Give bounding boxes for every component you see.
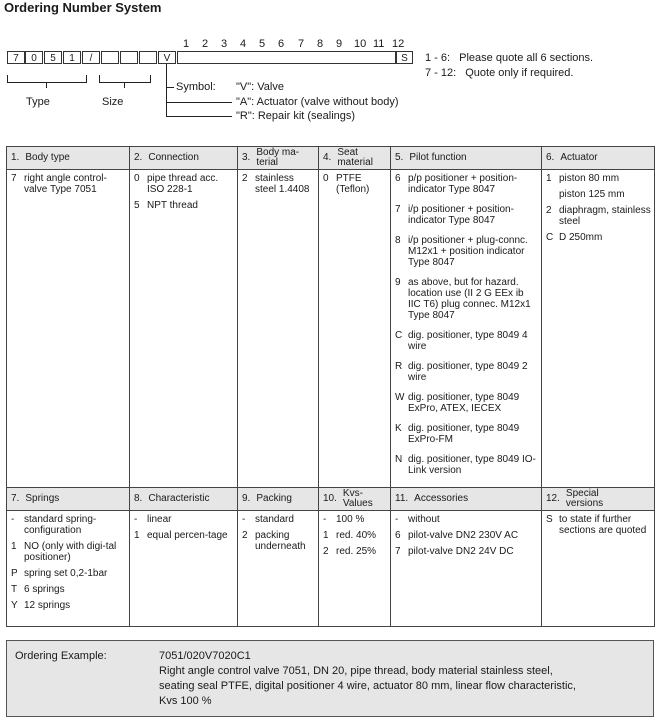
header-num: 9. xyxy=(242,493,251,504)
note-range: 1 - 6: xyxy=(425,52,451,64)
note-range: 7 - 12: xyxy=(425,67,457,79)
position-number: 9 xyxy=(336,38,343,50)
option-item xyxy=(323,173,387,195)
option-item xyxy=(395,361,538,383)
size-bracket-tick xyxy=(124,83,125,88)
code-box: V xyxy=(158,51,176,64)
header-text: Pilot function xyxy=(409,152,467,163)
option-code: - xyxy=(242,514,246,525)
note-7-12 xyxy=(425,67,573,79)
option-code: R xyxy=(395,361,403,372)
header-text: Springs xyxy=(25,493,60,504)
page-title: Ordering Number System xyxy=(4,0,162,15)
option-item xyxy=(395,546,538,557)
option-description: pilot-valve DN2 24V DC xyxy=(408,546,514,557)
option-code: - xyxy=(323,514,327,525)
option-description: dig. positioner, type 8049 ExPro, ATEX, IECEX xyxy=(408,392,520,414)
option-code: - xyxy=(11,514,15,525)
option-description: to state if further sections are quoted xyxy=(559,514,647,536)
option-item xyxy=(323,546,387,557)
option-code: 1 xyxy=(134,530,140,541)
actuator-options xyxy=(542,170,654,250)
ordering-example-box xyxy=(6,640,654,717)
option-code: T xyxy=(11,584,18,595)
option-code: 2 xyxy=(242,173,248,184)
seat-material-options xyxy=(319,170,390,202)
option-code: 2 xyxy=(323,546,329,557)
header-row-2 xyxy=(7,488,655,511)
code-box: 5 xyxy=(44,51,62,64)
header-num: 5. xyxy=(395,152,404,163)
option-description: without xyxy=(408,514,440,525)
option-description: red. 40% xyxy=(336,530,377,541)
option-description: red. 25% xyxy=(336,546,377,557)
type-bracket xyxy=(7,75,87,83)
size-label: Size xyxy=(102,96,124,108)
position-number: 6 xyxy=(278,38,285,50)
header-seat-material xyxy=(319,147,390,169)
option-code: N xyxy=(395,454,403,465)
option-item xyxy=(323,514,387,525)
option-description: NO (only with digi-tal positioner) xyxy=(24,541,117,563)
kvs-options xyxy=(319,511,390,564)
option-item xyxy=(134,173,234,195)
option-code: 6 xyxy=(395,173,401,184)
option-description: pilot-valve DN2 230V AC xyxy=(408,530,519,541)
option-code: C xyxy=(395,330,403,341)
note-text: Please quote all 6 sections. xyxy=(459,52,594,64)
option-code: 2 xyxy=(546,205,552,216)
option-item xyxy=(134,530,234,541)
example-line-1: Right angle control valve 7051, DN 20, pipe thread, body material stainless steel, xyxy=(159,665,553,677)
option-code: W xyxy=(395,392,405,403)
option-code: K xyxy=(395,423,402,434)
code-box xyxy=(101,51,119,64)
option-description: diaphragm, stainless steel xyxy=(559,205,651,227)
header-num: 7. xyxy=(11,493,20,504)
option-item xyxy=(395,330,538,352)
option-description: piston 80 mm xyxy=(559,173,620,184)
header-text: Special versions xyxy=(565,488,604,509)
symbol-label: Symbol: xyxy=(176,81,216,93)
code-box xyxy=(120,51,138,64)
header-connection xyxy=(130,147,237,169)
header-body-material xyxy=(238,147,318,169)
example-label: Ordering Example: xyxy=(15,650,107,662)
option-item xyxy=(395,514,538,525)
option-item xyxy=(11,600,126,611)
position-number: 5 xyxy=(259,38,266,50)
option-item xyxy=(395,454,538,476)
position-number: 10 xyxy=(354,38,367,50)
option-item xyxy=(395,235,538,268)
option-description: 12 springs xyxy=(24,600,71,611)
header-pilot-function xyxy=(391,147,541,169)
type-bracket-tick xyxy=(46,83,47,88)
header-text: Body ma- terial xyxy=(256,147,300,168)
option-item xyxy=(395,173,538,195)
header-text: Packing xyxy=(256,493,292,504)
option-code: 2 xyxy=(242,530,248,541)
option-item xyxy=(11,584,126,595)
option-code: 7 xyxy=(395,204,401,215)
springs-options xyxy=(7,511,129,618)
option-description: spring set 0,2-1bar xyxy=(24,568,108,579)
option-description: i/p positioner + position-indicator Type 8047 xyxy=(408,204,514,226)
code-box: 1 xyxy=(63,51,81,64)
option-item xyxy=(11,514,126,536)
packing-options xyxy=(238,511,318,559)
example-line-3: Kvs 100 % xyxy=(159,695,212,707)
header-accessories xyxy=(391,488,541,510)
option-description: piston 125 mm xyxy=(559,189,625,200)
option-code: 9 xyxy=(395,277,401,288)
option-item xyxy=(546,205,651,227)
example-line-2: seating seal PTFE, digital positioner 4 wire, actuator 80 mm, linear flow characteristic, xyxy=(159,680,576,692)
option-description: packing underneath xyxy=(255,530,306,552)
pilot-function-options xyxy=(391,170,541,487)
header-text: Connection xyxy=(148,152,199,163)
accessories-options xyxy=(391,511,541,564)
option-code: 0 xyxy=(323,173,329,184)
option-item xyxy=(546,173,651,184)
position-number: 12 xyxy=(392,38,405,50)
code-box: / xyxy=(82,51,100,64)
option-code: C xyxy=(546,232,554,243)
code-box xyxy=(139,51,157,64)
option-description: standard xyxy=(255,514,294,525)
option-description: dig. positioner, type 8049 IO-Link version xyxy=(408,454,536,476)
option-code: Y xyxy=(11,600,18,611)
option-item xyxy=(134,514,234,525)
header-text: Body type xyxy=(25,152,70,163)
position-number: 8 xyxy=(317,38,324,50)
header-num: 4. xyxy=(323,152,332,163)
position-number: 1 xyxy=(183,38,190,50)
option-description: as above, but for hazard. location use (II 2 G EEx ib IIC T6) plug connec. M12x1 Type 8047 xyxy=(408,277,531,321)
option-item xyxy=(546,514,651,536)
option-item xyxy=(395,277,538,321)
option-description: equal percen-tage xyxy=(147,530,228,541)
option-description: D 250mm xyxy=(559,232,603,243)
body-material-options xyxy=(238,170,318,202)
option-code: 1 xyxy=(11,541,17,552)
option-description: 100 % xyxy=(336,514,365,525)
header-num: 12. xyxy=(546,493,560,504)
option-code: 1 xyxy=(546,173,552,184)
option-description: pipe thread acc. ISO 228-1 xyxy=(147,173,219,195)
code-box: S xyxy=(396,51,413,64)
symbol-line-h3 xyxy=(166,116,232,117)
option-code xyxy=(546,189,559,200)
symbol-option-valve: "V": Valve xyxy=(236,81,284,93)
option-code: 7 xyxy=(395,546,401,557)
header-springs xyxy=(7,488,129,510)
symbol-line xyxy=(166,64,167,116)
header-packing xyxy=(238,488,318,510)
option-description: p/p positioner + position-indicator Type 8047 xyxy=(408,173,518,195)
header-kvs-values xyxy=(319,488,390,510)
option-code: 1 xyxy=(323,530,329,541)
code-box: 0 xyxy=(25,51,43,64)
connection-options xyxy=(130,170,237,218)
position-number: 7 xyxy=(298,38,305,50)
ordering-table xyxy=(6,146,655,627)
header-text: Characteristic xyxy=(148,493,210,504)
header-num: 2. xyxy=(134,152,143,163)
option-description: 6 springs xyxy=(24,584,65,595)
position-number: 11 xyxy=(373,38,385,50)
options-row-1 xyxy=(7,170,655,488)
symbol-option-actuator: "A": Actuator (valve without body) xyxy=(236,96,399,108)
option-item xyxy=(134,200,234,211)
option-description: linear xyxy=(147,514,172,525)
option-description: dig. positioner, type 8049 2 wire xyxy=(408,361,528,383)
options-row-2 xyxy=(7,511,655,627)
option-item xyxy=(323,530,387,541)
option-item xyxy=(11,541,126,563)
characteristic-options xyxy=(130,511,237,548)
code-box: 7 xyxy=(7,51,25,64)
option-description: dig. positioner, type 8049 ExPro-FM xyxy=(408,423,520,445)
special-versions-options xyxy=(542,511,654,543)
header-special-versions xyxy=(542,488,654,510)
header-text: Kvs- Values xyxy=(342,488,373,509)
option-item xyxy=(395,392,538,414)
type-label: Type xyxy=(26,96,50,108)
option-code: 7 xyxy=(11,173,17,184)
option-item xyxy=(242,514,315,525)
header-actuator xyxy=(542,147,654,169)
symbol-line-h1 xyxy=(166,87,174,88)
size-bracket xyxy=(99,75,151,83)
header-num: 8. xyxy=(134,493,143,504)
header-text: Accessories xyxy=(414,493,469,504)
option-description: standard spring-configuration xyxy=(24,514,97,536)
position-number: 2 xyxy=(202,38,209,50)
body-type-options xyxy=(7,170,129,202)
header-text: Seat material xyxy=(337,147,373,168)
header-body-type xyxy=(7,147,129,169)
example-code: 7051/020V7020C1 xyxy=(159,650,251,662)
option-code: 8 xyxy=(395,235,401,246)
option-description: i/p positioner + plug-connc. M12x1 + position indicator Type 8047 xyxy=(408,235,528,268)
code-box xyxy=(177,51,396,64)
header-characteristic xyxy=(130,488,237,510)
option-description: PTFE (Teflon) xyxy=(336,173,370,195)
option-code: - xyxy=(134,514,138,525)
option-description: dig. positioner, type 8049 4 wire xyxy=(408,330,528,352)
option-item xyxy=(242,173,315,195)
position-number: 3 xyxy=(221,38,228,50)
option-description: stainless steel 1.4408 xyxy=(255,173,310,195)
header-num: 1. xyxy=(11,152,20,163)
option-item xyxy=(395,423,538,445)
option-description: NPT thread xyxy=(147,200,198,211)
option-code: - xyxy=(395,514,399,525)
option-code: 0 xyxy=(134,173,140,184)
option-code: S xyxy=(546,514,553,525)
note-text: Quote only if required. xyxy=(465,67,574,79)
header-num: 10. xyxy=(323,493,337,504)
symbol-option-repair: "R": Repair kit (sealings) xyxy=(236,110,356,122)
option-description: right angle control-valve Type 7051 xyxy=(24,173,107,195)
header-num: 6. xyxy=(546,152,555,163)
option-item xyxy=(395,204,538,226)
option-code: 6 xyxy=(395,530,401,541)
option-code: 5 xyxy=(134,200,140,211)
symbol-line-h2 xyxy=(166,102,232,103)
position-number: 4 xyxy=(240,38,247,50)
option-item xyxy=(11,568,126,579)
header-text: Actuator xyxy=(560,152,598,163)
note-1-6 xyxy=(425,52,593,64)
header-num: 11. xyxy=(395,493,409,504)
option-item xyxy=(11,173,126,195)
option-item xyxy=(395,530,538,541)
header-row-1 xyxy=(7,147,655,170)
option-item xyxy=(546,232,651,243)
header-num: 3. xyxy=(242,152,251,163)
option-code: P xyxy=(11,568,18,579)
option-item xyxy=(546,189,651,200)
option-item xyxy=(242,530,315,552)
